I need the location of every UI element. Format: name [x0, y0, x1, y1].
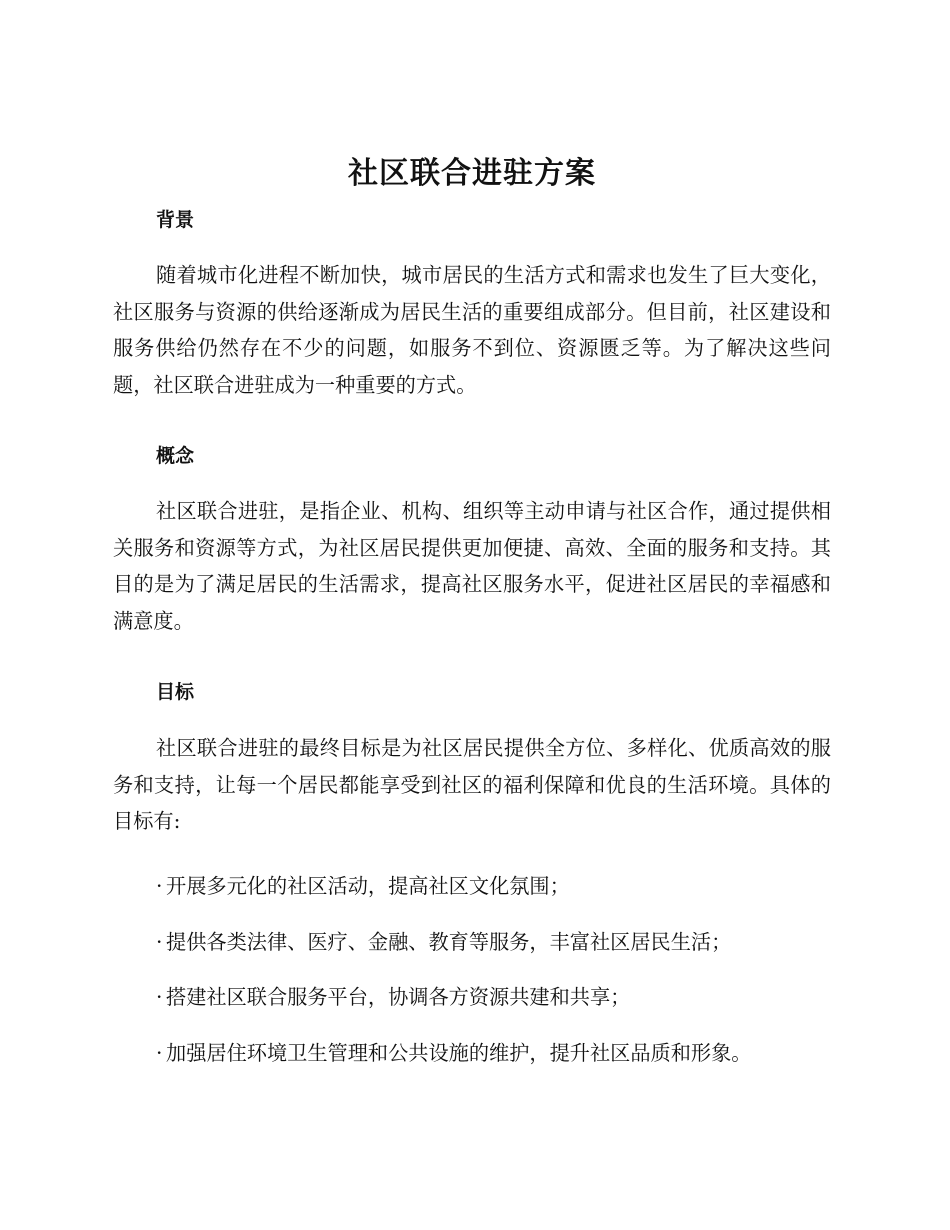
document-title: 社区联合进驻方案 [348, 156, 596, 191]
bullet-dot-icon: · [156, 929, 163, 954]
goals-bullet-list [156, 868, 751, 1091]
list-item-text: 提供各类法律、医疗、金融、教育等服务，丰富社区居民生活； [166, 929, 732, 954]
bullet-dot-icon: · [156, 874, 163, 898]
bullet-dot-icon: · [156, 985, 163, 1010]
section-heading-concept: 概念 [156, 445, 195, 467]
bullet-dot-icon: · [156, 1041, 163, 1066]
list-item [156, 868, 751, 924]
list-item [156, 924, 751, 980]
section-heading-goals: 目标 [156, 681, 195, 703]
list-item-text: 加强居住环境卫生管理和公共设施的维护，提升社区品质和形象。 [166, 1041, 752, 1066]
section-heading-background: 背景 [156, 209, 195, 231]
section-paragraph-background: 随着城市化进程不断加快，城市居民的生活方式和需求也发生了巨大变化，社区服务与资源的供给逐渐成为居民生活的重要组成部分。但目前，社区建设和服务供给仍然存在不少的问题，如服务不到位、资源匮乏等。为了解决这些问题，社区联合进驻成为一种重要的方式。 [113, 263, 831, 397]
list-item-text: 开展多元化的社区活动，提高社区文化氛围； [166, 874, 570, 898]
list-item [156, 979, 751, 1035]
list-item-text: 搭建社区联合服务平台，协调各方资源共建和共享； [166, 985, 631, 1010]
section-paragraph-goals: 社区联合进驻的最终目标是为社区居民提供全方位、多样化、优质高效的服务和支持，让每一个居民都能享受到社区的福利保障和优良的生活环境。具体的目标有: [113, 736, 831, 833]
section-paragraph-concept: 社区联合进驻，是指企业、机构、组织等主动申请与社区合作，通过提供相关服务和资源等方式，为社区居民提供更加便捷、高效、全面的服务和支持。其目的是为了满足居民的生活需求，提高社区服务水平，促进社区居民的幸福感和满意度。 [113, 499, 831, 633]
list-item [156, 1035, 751, 1091]
